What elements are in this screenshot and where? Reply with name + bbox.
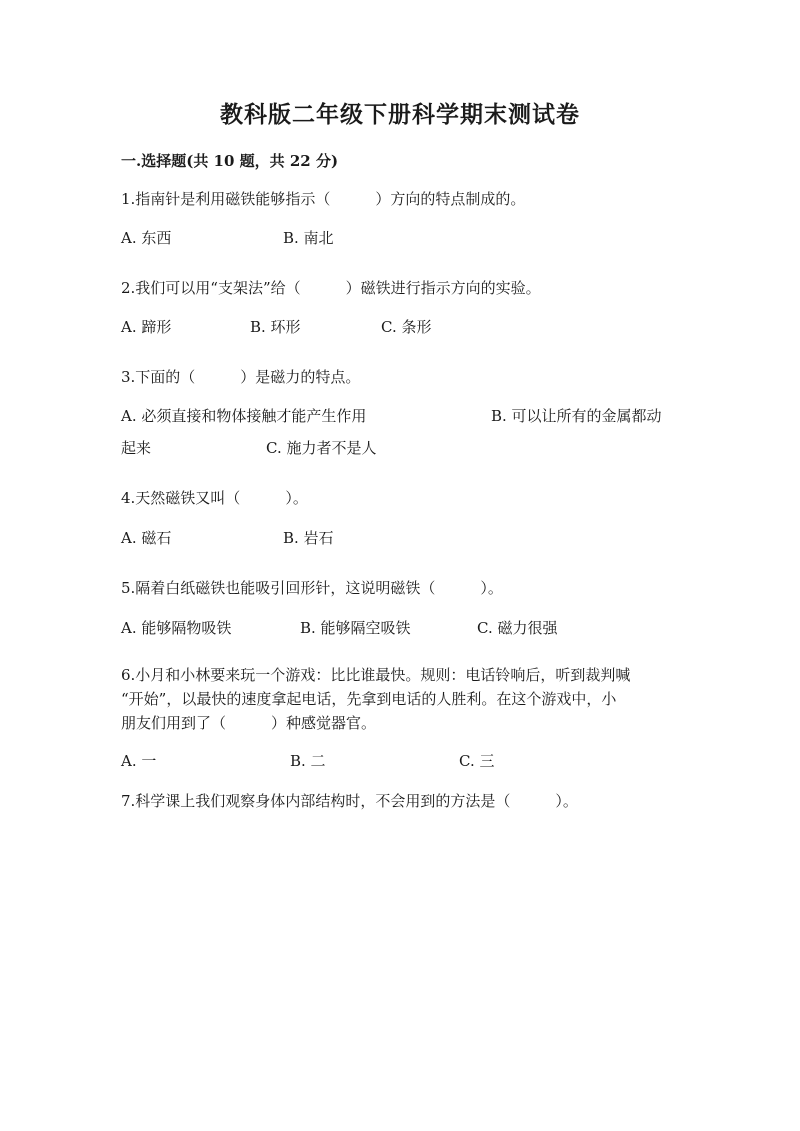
- page-title: 教科版二年级下册科学期末测试卷: [220, 101, 580, 128]
- question-6-stem-line-3: 朋友们用到了（ ）种感觉器官。: [121, 714, 377, 732]
- question-2-option-a: A. 蹄形: [121, 318, 172, 336]
- question-4-stem: 4.天然磁铁又叫（ ）。: [121, 489, 308, 507]
- question-6-option-c: C. 三: [459, 752, 495, 770]
- question-5-stem: 5.隔着白纸磁铁也能吸引回形针，这说明磁铁（ ）。: [121, 579, 503, 597]
- question-6-stem-line-1: 6.小月和小林要来玩一个游戏：比比谁最快。规则：电话铃响后，听到裁判喊: [121, 666, 631, 684]
- question-3-option-b-wrap: 起来: [121, 439, 152, 457]
- question-3-option-a: A. 必须直接和物体接触才能产生作用: [121, 407, 367, 425]
- question-3-option-c: C. 施力者不是人: [266, 439, 377, 457]
- question-5-option-a: A. 能够隔物吸铁: [121, 619, 232, 637]
- question-1-option-a: A. 东西: [121, 229, 172, 247]
- question-2-option-b: B. 环形: [250, 318, 301, 336]
- question-1-option-b: B. 南北: [283, 229, 334, 247]
- question-7-stem: 7.科学课上我们观察身体内部结构时，不会用到的方法是（ ）。: [121, 792, 578, 810]
- question-1-stem: 1.指南针是利用磁铁能够指示（ ）方向的特点制成的。: [121, 190, 526, 208]
- question-3-option-b: B. 可以让所有的金属都动: [491, 407, 662, 425]
- question-5-option-c: C. 磁力很强: [477, 619, 558, 637]
- section-heading: 一.选择题(共 10 题，共 22 分): [121, 152, 339, 170]
- question-4-option-b: B. 岩石: [283, 529, 334, 547]
- question-6-stem-line-2: “开始”，以最快的速度拿起电话，先拿到电话的人胜利。在这个游戏中，小: [121, 690, 617, 708]
- question-4-option-a: A. 磁石: [121, 529, 172, 547]
- question-2-option-c: C. 条形: [381, 318, 432, 336]
- question-2-stem: 2.我们可以用“支架法”给（ ）磁铁进行指示方向的实验。: [121, 279, 541, 297]
- question-6-option-b: B. 二: [290, 752, 326, 770]
- question-5-option-b: B. 能够隔空吸铁: [300, 619, 411, 637]
- question-6-option-a: A. 一: [121, 752, 157, 770]
- question-3-stem: 3.下面的（ ）是磁力的特点。: [121, 368, 361, 386]
